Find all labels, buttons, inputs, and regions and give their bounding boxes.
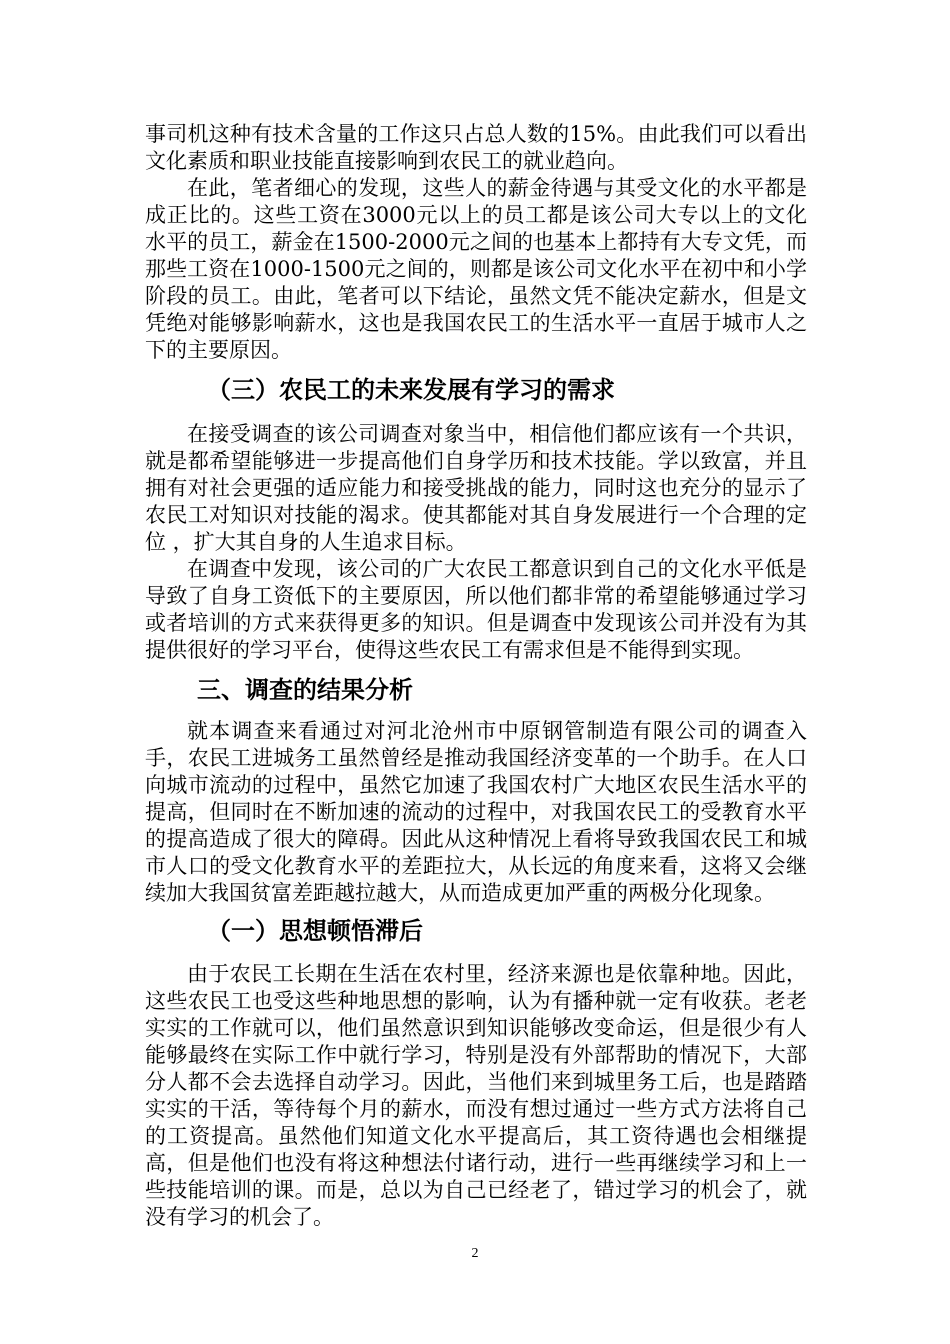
body-paragraph: 由于农民工长期在生活在农村里，经济来源也是依靠种地。因此，这些农民工也受这些种地思想的影响，认为有播种就一定有收获。老老实实的工作就可以，他们虽然意识到知识能够改变命运，但是很少有人能够最终在实际工作中就行学习，特别是没有外部帮助的情况下，大部分人都不会去选择自动学习。因此，当他们来到城里务工后，也是踏踏实实的干活，等待每个月的薪水，而没有想过通过一些方式方法将自己的工资提高。虽然他们知道文化水平提高后，其工资待遇也会相继提高，但是他们也没有将这种想法付诸行动，进行一些再继续学习和上一些技能培训的课。而是，总以为自己已经老了，错过学习的机会了，就没有学习的机会了。: [145, 962, 807, 1229]
body-paragraph: 在接受调查的该公司调查对象当中，相信他们都应该有一个共识，就是都希望能够进一步提高他们自身学历和技术技能。学以致富，并且拥有对社会更强的适应能力和接受挑战的能力，同时这也充分的显示了农民工对知识对技能的渴求。使其都能对其自身发展进行一个合理的定位 ，扩大其自身的人生追求目标。: [145, 422, 807, 554]
section-heading: 三、调查的结果分析: [197, 676, 413, 704]
body-paragraph: 在此，笔者细心的发现，这些人的薪金待遇与其受文化的水平都是成正比的。这些工资在3000元以上的员工都是该公司大专以上的文化水平的员工，薪金在1500-2000元之间的也基本上都持有大专文凭，而那些工资在1000-1500元之间的，则都是该公司文化水平在初中和小学阶段的员工。由此，笔者可以下结论，虽然文凭不能决定薪水，但是文凭绝对能够影响薪水，这也是我国农民工的生活水平一直居于城市人之下的主要原因。: [145, 176, 807, 362]
body-paragraph: 在调查中发现，该公司的广大农民工都意识到自己的文化水平低是导致了自身工资低下的主要原因，所以他们都非常的希望能够通过学习或者培训的方式来获得更多的知识。但是调查中发现该公司并没有为其提供很好的学习平台，使得这些农民工有需求但是不能得到实现。: [145, 557, 807, 662]
page-number: 2: [471, 1246, 479, 1261]
section-heading: （三）农民工的未来发展有学习的需求: [207, 376, 615, 404]
document-body: [145, 121, 807, 1231]
section-heading: （一）思想顿悟滞后: [207, 917, 423, 945]
body-paragraph: 事司机这种有技术含量的工作这只占总人数的15%。由此我们可以看出文化素质和职业技能直接影响到农民工的就业趋向。: [145, 122, 807, 173]
body-paragraph: 就本调查来看通过对河北沧州市中原钢管制造有限公司的调查入手，农民工进城务工虽然曾经是推动我国经济变革的一个助手。在人口向城市流动的过程中，虽然它加速了我国农村广大地区农民生活水平的提高，但同时在不断加速的流动的过程中，对我国农民工的受教育水平的提高造成了很大的障碍。因此从这种情况上看将导致我国农民工和城市人口的受文化教育水平的差距拉大，从长远的角度来看，这将又会继续加大我国贫富差距越拉越大，从而造成更加严重的两极分化现象。: [145, 719, 807, 905]
